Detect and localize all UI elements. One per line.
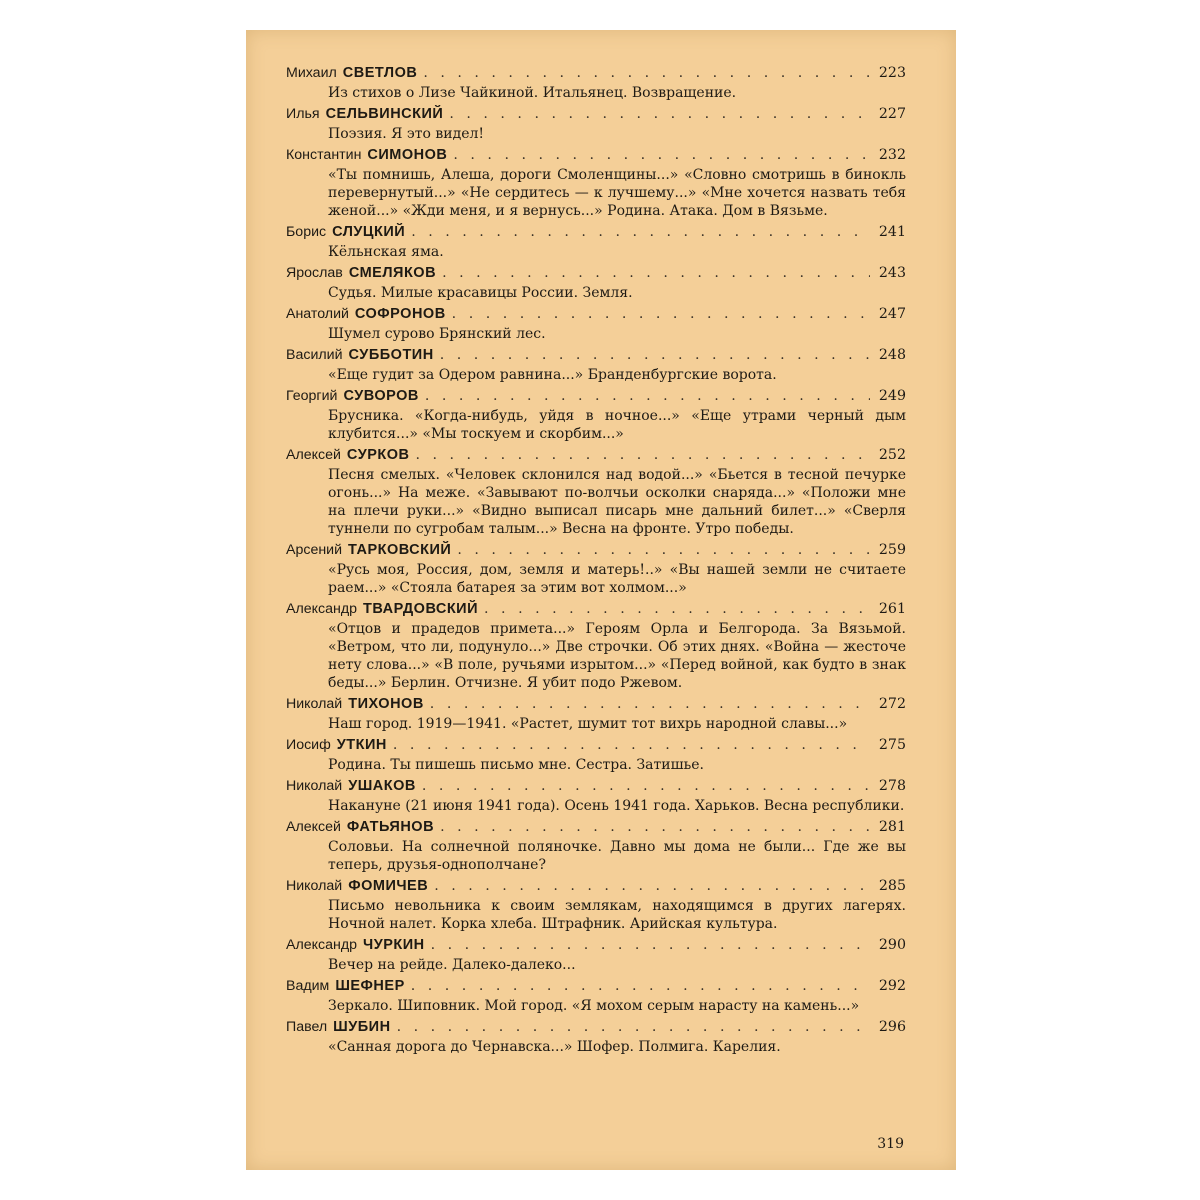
toc-entry-heading [286,877,906,896]
author-name [286,146,447,165]
author-last-name: СЕЛЬВИНСКИЙ [325,106,444,122]
author-name [286,541,451,560]
toc-entry-heading [286,695,906,714]
toc-entry [286,446,906,538]
toc-entry [286,541,906,597]
works-list: Песня смелых. «Человек склонился над водой...» «Бьется в тесной печурке огонь...» На меже. «Завывают по-волчьи осколки снаряда...» «Положи мне на плечи руки...» «Видно выписал писарь мне дальний билет...» «Сверля туннели по сугробам талым...» Весна на фронте. Утро победы. [328,467,906,537]
author-first-name: Константин [286,147,362,163]
author-first-name: Иосиф [286,737,331,753]
author-last-name: СУВОРОВ [343,388,419,404]
author-last-name: УШАКОВ [348,778,416,794]
author-name [286,223,405,242]
works-list: Зеркало. Шиповник. Мой город. «Я мохом серым нарасту на камень...» [328,998,860,1014]
works-list: «Отцов и прадедов примета...» Героям Орла и Белгорода. За Вязьмой. «Ветром, что ли, подунуло...» Две строчки. Об этих днях. «Война — жесточе нету слова...» «В поле, ручьями изрытом...» «Перед войной, как будто в знак беды...» Берлин. Отчизне. Я убит подо Ржевом. [328,621,906,691]
toc-entry-heading [286,446,906,465]
toc-entry [286,146,906,220]
toc-entry-heading [286,346,906,365]
author-name [286,600,478,619]
author-first-name: Николай [286,696,343,712]
entry-page-number: 296 [878,1019,906,1035]
dot-leader [484,600,870,619]
works-list: Кёльнская яма. [328,244,444,260]
toc-entry-heading [286,936,906,955]
toc-entry [286,387,906,443]
author-name [286,305,446,324]
dot-leader [431,936,870,955]
entry-page-number: 248 [878,347,906,363]
author-name [286,64,417,83]
toc-entry-heading [286,264,906,283]
dot-leader [423,64,870,83]
entry-page-number: 272 [878,696,906,712]
dot-leader [449,105,870,124]
dot-leader [430,695,870,714]
author-last-name: ТАРКОВСКИЙ [348,542,452,558]
author-name [286,446,410,465]
works-list: Вечер на рейде. Далеко-далеко... [328,957,576,973]
dot-leader [457,541,870,560]
entry-page-number: 285 [878,878,906,894]
author-last-name: ЧУРКИН [363,937,425,953]
entry-page-number: 223 [878,65,906,81]
author-last-name: ФАТЬЯНОВ [346,819,435,835]
dot-leader [452,305,870,324]
author-last-name: СВЕТЛОВ [342,65,418,81]
entry-page-number: 281 [878,819,906,835]
toc-entry-heading [286,977,906,996]
author-first-name: Александр [286,937,357,953]
toc-entry [286,695,906,733]
toc-entry-heading [286,146,906,165]
entry-page-number: 241 [878,224,906,240]
author-first-name: Павел [286,1019,328,1035]
works-list: «Еще гудит за Одером равнина...» Бранденбургские ворота. [328,367,777,383]
works-list: Письмо невольника к своим землякам, находящимся в других лагерях. Ночной налет. Корка хлеба. Штрафник. Арийская культура. [328,898,906,932]
author-last-name: СИМОНОВ [367,147,448,163]
entry-page-number: 247 [878,306,906,322]
toc-entry [286,736,906,774]
entry-page-number: 278 [878,778,906,794]
dot-leader [440,818,870,837]
toc-entry-heading [286,105,906,124]
entry-page-number: 227 [878,106,906,122]
author-last-name: ШУБИН [333,1019,391,1035]
author-first-name: Ярослав [286,265,343,281]
dot-leader [434,877,870,896]
works-list: Поэзия. Я это видел! [328,126,485,142]
author-first-name: Александр [286,601,357,617]
entry-page-number: 249 [878,388,906,404]
works-list: Соловьи. На солнечной поляночке. Давно мы дома не были... Где же вы теперь, друзья-однополчане? [328,839,906,873]
author-first-name: Николай [286,778,343,794]
toc-entry [286,346,906,384]
works-list: Брусника. «Когда-нибудь, уйдя в ночное...» «Еще утрами черный дым клубится...» «Мы тоскуем и скорбим...» [328,408,906,442]
table-of-contents [286,64,906,1056]
toc-entry-heading [286,387,906,406]
toc-entry-heading [286,736,906,755]
author-name [286,977,405,996]
author-last-name: ТИХОНОВ [348,696,424,712]
entry-page-number: 275 [878,737,906,753]
author-name [286,736,387,755]
works-list: Судья. Милые красавицы России. Земля. [328,285,633,301]
author-first-name: Алексей [286,447,341,463]
author-first-name: Арсений [286,542,343,558]
author-first-name: Георгий [286,388,338,404]
author-name [286,346,434,365]
entry-page-number: 259 [878,542,906,558]
author-name [286,105,443,124]
toc-entry [286,818,906,874]
author-name [286,264,436,283]
author-name [286,936,425,955]
toc-entry [286,777,906,815]
entry-page-number: 243 [878,265,906,281]
dot-leader [442,264,870,283]
author-name [286,1018,391,1037]
author-first-name: Вадим [286,978,330,994]
author-name [286,387,419,406]
author-first-name: Василий [286,347,343,363]
toc-entry [286,977,906,1015]
author-first-name: Михаил [286,65,337,81]
toc-entry-heading [286,600,906,619]
works-list: «Санная дорога до Чернавска...» Шофер. Полмига. Карелия. [328,1039,781,1055]
toc-entry-heading [286,541,906,560]
works-list: Шумел сурово Брянский лес. [328,326,546,342]
toc-entry-heading [286,64,906,83]
dot-leader [393,736,870,755]
toc-entry [286,264,906,302]
toc-entry-heading [286,305,906,324]
toc-entry-heading [286,777,906,796]
dot-leader [411,977,870,996]
author-last-name: СМЕЛЯКОВ [348,265,437,281]
author-last-name: ШЕФНЕР [335,978,405,994]
author-first-name: Анатолий [286,306,349,322]
author-last-name: СЛУЦКИЙ [332,224,406,240]
toc-entry [286,1018,906,1056]
dot-leader [440,346,870,365]
toc-entry [286,305,906,343]
dot-leader [422,777,870,796]
dot-leader [453,146,870,165]
author-last-name: СУББОТИН [348,347,434,363]
works-list: «Ты помнишь, Алеша, дороги Смоленщины...» «Словно смотришь в бинокль перевернутый...» «Не сердитесь — к лучшему...» «Мне хочется назвать тебя женой...» «Жди меня, и я вернусь...» Родина. Атака. Дом в Вязьме. [328,167,906,219]
entry-page-number: 252 [878,447,906,463]
author-name [286,877,428,896]
author-first-name: Борис [286,224,327,240]
entry-page-number: 232 [878,147,906,163]
author-first-name: Илья [286,106,320,122]
entry-page-number: 290 [878,937,906,953]
toc-entry [286,105,906,143]
dot-leader [416,446,871,465]
author-name [286,818,434,837]
works-list: Родина. Ты пишешь письмо мне. Сестра. Затишье. [328,757,704,773]
author-last-name: СОФРОНОВ [354,306,446,322]
page-number: 319 [877,1136,904,1152]
toc-entry [286,600,906,692]
toc-entry [286,877,906,933]
entry-page-number: 261 [878,601,906,617]
works-list: Накануне (21 июня 1941 года). Осень 1941 года. Харьков. Весна республики. [328,798,905,814]
toc-entry-heading [286,1018,906,1037]
dot-leader [411,223,870,242]
book-page [246,30,956,1170]
author-first-name: Николай [286,878,343,894]
author-name [286,777,416,796]
toc-entry [286,936,906,974]
author-last-name: СУРКОВ [346,447,410,463]
dot-leader [397,1018,870,1037]
entry-page-number: 292 [878,978,906,994]
author-last-name: ФОМИЧЕВ [348,878,429,894]
author-name [286,695,424,714]
toc-entry-heading [286,818,906,837]
works-list: «Русь моя, Россия, дом, земля и матерь!..» «Вы нашей земли не считаете раем...» «Стояла батарея за этим вот холмом...» [328,562,906,596]
toc-entry [286,223,906,261]
works-list: Из стихов о Лизе Чайкиной. Итальянец. Возвращение. [328,85,737,101]
author-last-name: УТКИН [336,737,387,753]
works-list: Наш город. 1919—1941. «Растет, шумит тот вихрь народной славы...» [328,716,848,732]
author-last-name: ТВАРДОВСКИЙ [363,601,479,617]
toc-entry-heading [286,223,906,242]
toc-entry [286,64,906,102]
author-first-name: Алексей [286,819,341,835]
dot-leader [425,387,870,406]
